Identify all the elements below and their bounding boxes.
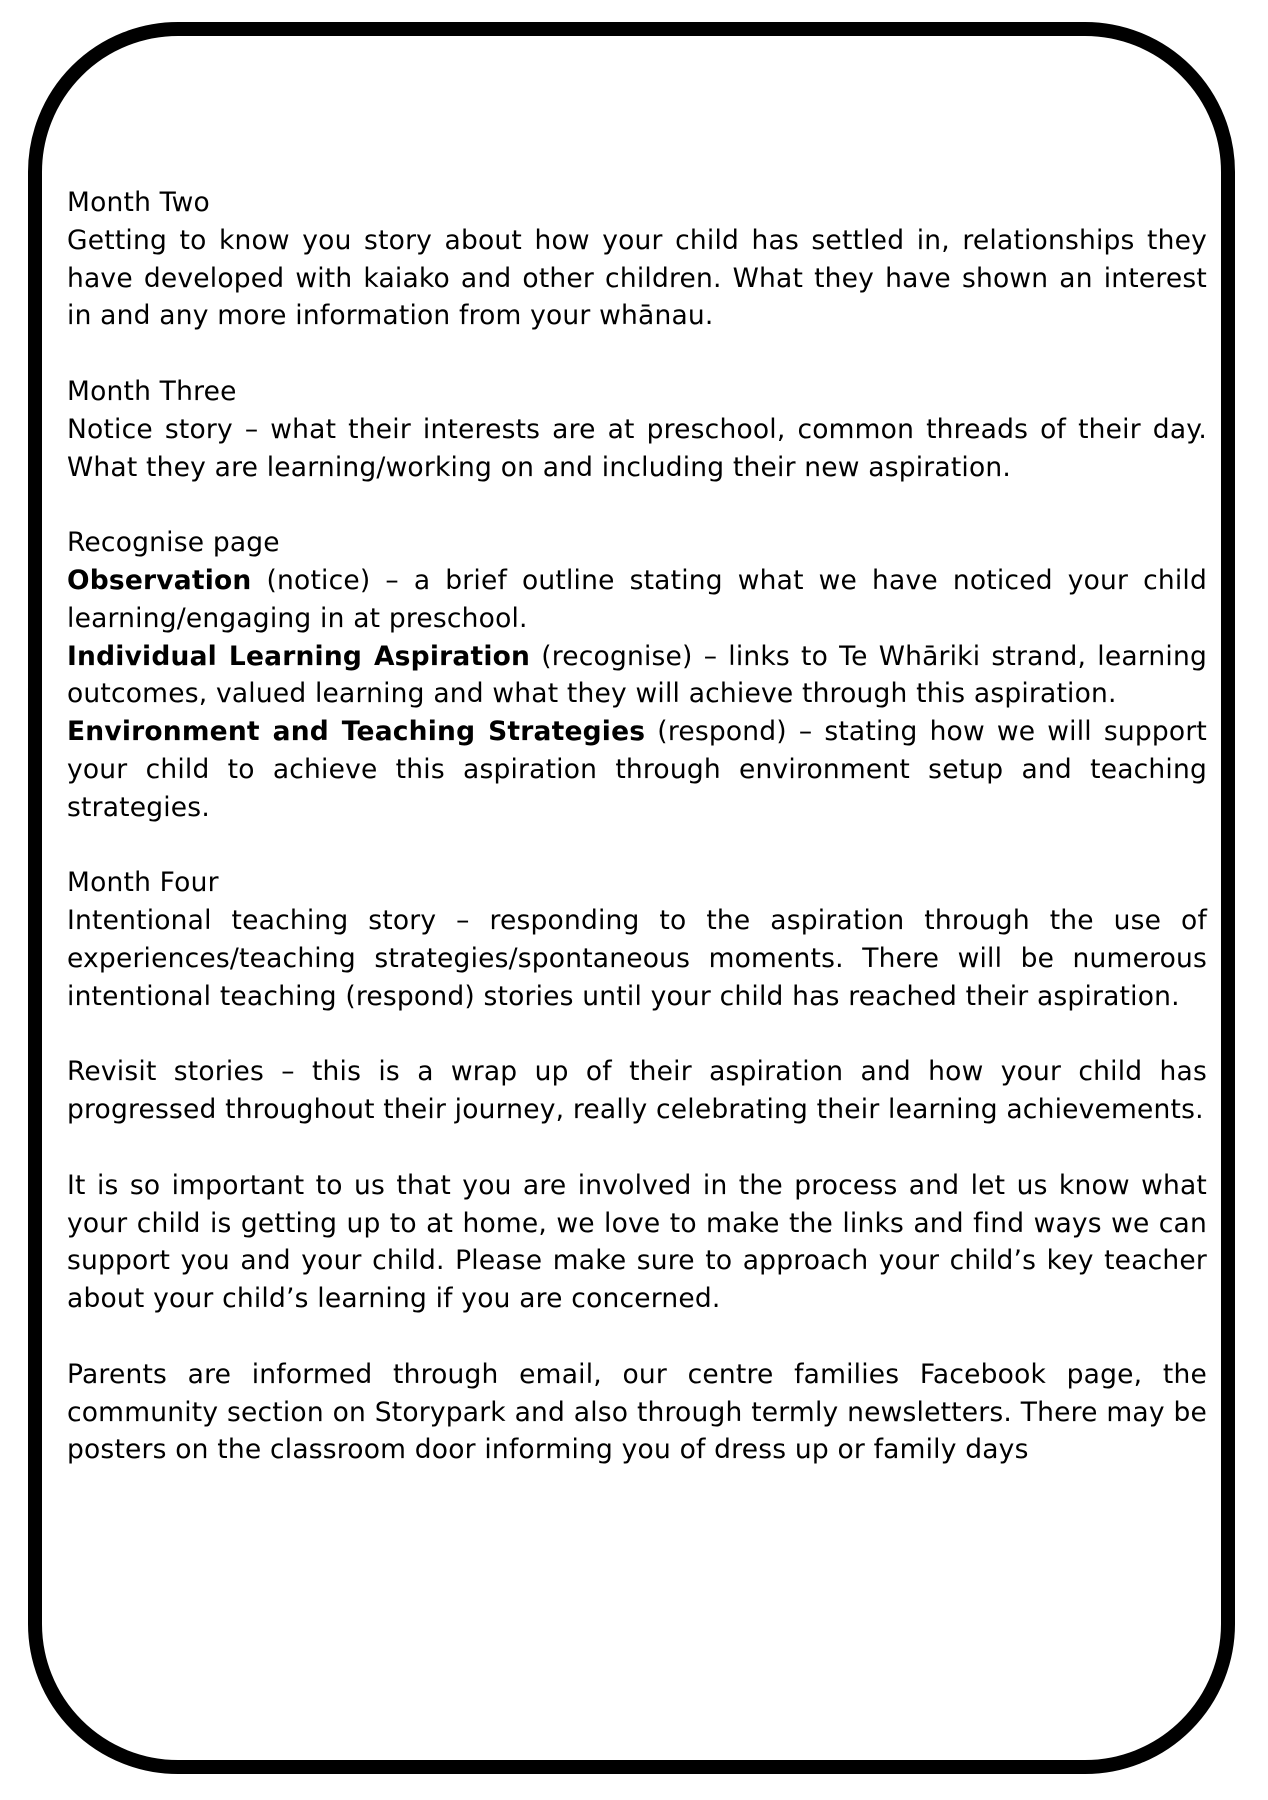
communication-body: Parents are informed through email, our centre families Facebook page, the community section on Storypark and also through termly newsletters. There may be posters on the classroom door informing you of dress up or family days: [67, 1358, 1207, 1466]
month-four-body: Intentional teaching story – responding to the aspiration through the use of experiences/teaching strategies/spontaneous moments. There will be numerous intentional teaching (respond) stories until your child has reached their aspiration.: [67, 905, 1207, 1012]
section-revisit: [67, 1053, 1207, 1129]
section-month-two: [67, 184, 1207, 335]
month-two-heading: Month Two: [67, 187, 210, 218]
recognise-item-observation: [67, 562, 1207, 638]
section-month-three: [67, 373, 1207, 486]
section-month-four: [67, 864, 1207, 1015]
month-three-heading: Month Three: [67, 375, 237, 407]
observation-term: Observation: [67, 564, 252, 596]
revisit-body: Revisit stories – this is a wrap up of their aspiration and how your child has progressed throughout their journey, really celebrating their learning achievements.: [67, 1056, 1207, 1126]
month-two-body: Getting to know you story about how your child has settled in, relationships they have developed with kaiako and other children. What they have shown an interest in and any more information from your whānau.: [67, 224, 1207, 332]
aspiration-term: Individual Learning Aspiration: [67, 640, 531, 672]
section-involvement: [67, 1167, 1207, 1318]
aspiration-text: (recognise) – links to Te Whāriki strand, learning outcomes, valued learning and what they will achieve through this aspiration.: [67, 640, 1208, 710]
document-body: [67, 184, 1207, 1507]
section-recognise-page: [67, 524, 1207, 826]
recognise-item-aspiration: [67, 638, 1207, 714]
month-four-heading: Month Four: [67, 867, 219, 899]
recognise-page-heading: Recognise page: [67, 527, 280, 559]
observation-text: (notice) – a brief outline stating what we have noticed your child learning/engaging in at preschool.: [67, 564, 1207, 634]
section-communication: [67, 1356, 1207, 1469]
strategies-term: Environment and Teaching Strategies: [67, 716, 646, 748]
strategies-text: (respond) – stating how we will support your child to achieve this aspiration through environment setup and teaching strategies.: [67, 716, 1208, 823]
recognise-item-strategies: [67, 713, 1207, 826]
month-three-body: Notice story – what their interests are at preschool, common threads of their day. What they are learning/working on and including their new aspiration.: [67, 413, 1207, 483]
involvement-body: It is so important to us that you are involved in the process and let us know what your child is getting up to at home, we love to make the links and find ways we can support you and your child. Please make sure to approach your child’s key teacher about your child’s learning if you are concerned.: [67, 1169, 1207, 1315]
